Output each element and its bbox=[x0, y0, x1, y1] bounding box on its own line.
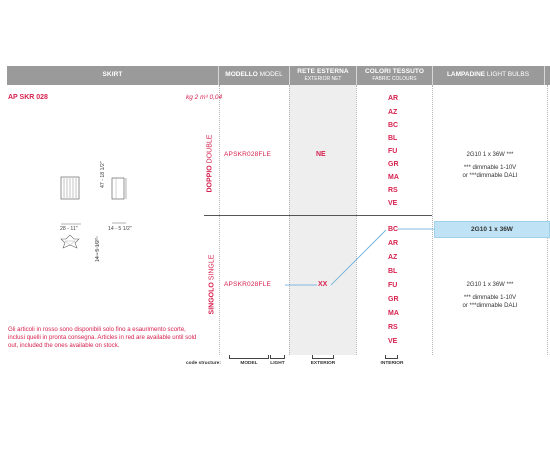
selected-bulb-highlight: 2G10 1 x 36W bbox=[434, 221, 550, 238]
colour-code: BC bbox=[388, 122, 399, 129]
colour-code: BL bbox=[388, 268, 398, 275]
colour-code: RS bbox=[388, 324, 398, 331]
colour-code: MA bbox=[388, 174, 399, 181]
dimension-width: 28 - 11" bbox=[60, 226, 78, 232]
row-type-single: SINGOLO SINGLE bbox=[208, 254, 216, 315]
header-modello-label: MODELLO MODEL bbox=[225, 71, 283, 79]
code-structure-label: code structure: bbox=[186, 361, 221, 366]
bulb-dimmable: *** dimmable 1-10V bbox=[463, 165, 517, 172]
colour-code: BC bbox=[388, 226, 399, 233]
row-single-model: APSKR028FLE bbox=[224, 281, 272, 288]
bracket-model bbox=[229, 355, 269, 359]
colour-code: RS bbox=[388, 187, 398, 194]
header-rete-sub: EXTERIOR NET bbox=[304, 75, 342, 82]
row-double-model: APSKR028FLE bbox=[224, 151, 272, 158]
header-colori-main: COLORI TESSUTO bbox=[364, 68, 425, 76]
colour-code: FU bbox=[388, 148, 398, 155]
header-colori-sub: FABRIC COLOURS bbox=[372, 75, 417, 82]
dimension-depth: 14 - 5 1/2" bbox=[95, 238, 101, 262]
bulb-spec: 2G10 1 x 36W *** bbox=[466, 152, 514, 158]
colour-code: VE bbox=[388, 338, 398, 345]
row-type-double: DOPPIO DOUBLE bbox=[206, 134, 214, 193]
colour-code: VE bbox=[388, 200, 398, 207]
bulb-dimmable: *** dimmable 1-10V bbox=[463, 295, 517, 302]
colour-code: MA bbox=[388, 310, 399, 317]
bracket-light-label: LIGHT bbox=[270, 361, 285, 366]
stock-availability-note: Gli articoli in rosso sono disponibili solo fino a esaurimento scorte, inclusi quelli in pronta consegna. Articles in red are available until sold out, included the ones available on stock. bbox=[8, 326, 197, 349]
dimension-side: 14 - 5 1/2" bbox=[108, 226, 132, 232]
bracket-interior bbox=[385, 355, 398, 359]
colour-code: GR bbox=[388, 161, 399, 168]
colour-code: AR bbox=[388, 95, 399, 102]
link-net-to-colour bbox=[331, 230, 386, 285]
colour-code: AZ bbox=[388, 254, 398, 261]
row-double-net: NE bbox=[316, 151, 326, 158]
row-single-net: XX bbox=[318, 281, 328, 288]
colour-code: AR bbox=[388, 240, 399, 247]
header-skirt-label: SKIRT bbox=[102, 71, 123, 79]
colour-code: GR bbox=[388, 296, 399, 303]
bracket-light bbox=[270, 355, 285, 359]
colour-code: BL bbox=[388, 135, 398, 142]
bracket-model-label: MODEL bbox=[240, 361, 258, 366]
bulb-spec: 2G10 1 x 36W *** bbox=[466, 282, 514, 288]
bulb-dali: or ***dimmable DALI bbox=[462, 303, 518, 310]
bracket-exterior bbox=[312, 355, 334, 359]
row-single-bulb bbox=[440, 281, 540, 310]
bracket-exterior-label: EXTERIOR bbox=[310, 361, 336, 366]
product-weight: kg 2 m³ 0,04 bbox=[186, 94, 223, 101]
product-code: AP SKR 028 bbox=[8, 94, 48, 101]
header-rete-main: RETE ESTERNA bbox=[297, 68, 349, 76]
dimension-height: 47 - 18 1/2" bbox=[100, 161, 106, 188]
bulb-dali: or ***dimmable DALI bbox=[462, 173, 518, 180]
colour-code: AZ bbox=[388, 109, 398, 116]
header-lampadine-label: LAMPADINE LIGHT BULBS bbox=[446, 71, 530, 79]
colour-code: FU bbox=[388, 282, 398, 289]
bracket-interior-label: INTERIOR bbox=[380, 361, 404, 366]
